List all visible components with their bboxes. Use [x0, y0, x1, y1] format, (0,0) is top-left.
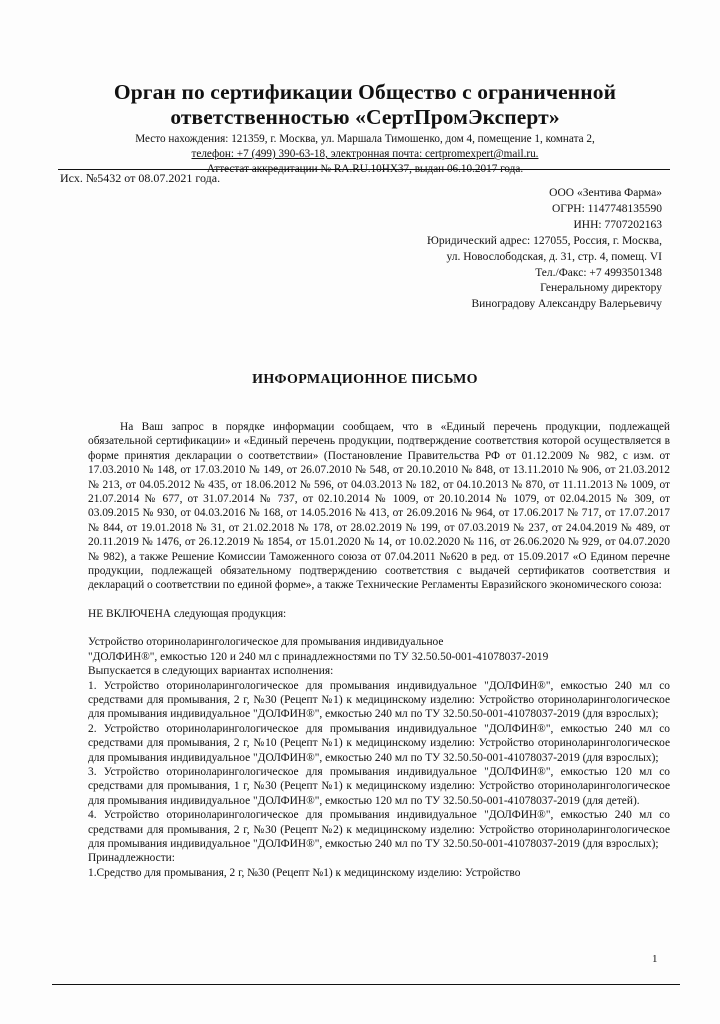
outgoing-reference: Исх. №5432 от 08.07.2021 года. [60, 171, 221, 185]
organization-title-line-1: Орган по сертификации Общество с ограниченной [113, 80, 617, 104]
product-name-line-1: Устройство оториноларингологическое для промывания индивидуальное [88, 636, 444, 649]
intro-paragraph: На Ваш запрос в порядке информации сообщаем, что в «Единый перечень продукции, подлежащей обязательной сертификации» и «Единый перечень продукции, подтверждение соответствия которой осуществляется в форме принятия декларации о соответствии» (Постановление Правительства РФ от 01.12.2009 № 982, с изм. от 17.03.2010 № 148, от 17.03.2010 № 149, от 26.07.2010 № 548, от 20.10.2010 № 848, от 13.11.2010 № 906, от 21.03.2012 № 213, от 04.05.2012 № 435, от 18.06.2012 № 596, от 04.03.2013 № 182, от 04.10.2013 № 870, от 11.11.2013 № 1009, от 21.07.2014 № 677, от 31.07.2014 № 737, от 02.10.2014 № 1009, от 20.10.2014 № 1079, от 02.04.2015 № 309, от 03.09.2015 № 930, от 04.03.2016 № 168, от 14.05.2016 № 413, от 26.09.2016 № 964, от 17.06.2017 № 717, от 17.07.2017 № 844, от 19.01.2018 № 31, от 21.02.2018 № 178, от 28.02.2019 № 199, от 07.03.2019 № 237, от 24.04.2019 № 489, от 20.11.2019 № 1476, от 26.12.2019 № 1854, от 15.01.2020 № 14, от 10.02.2020 № 116, от 26.06.2020 № 929, от 04.07.2020 № 982), а также Решение Комиссии Таможенного союза от 07.04.2011 №620 в ред. от 15.09.2017 «О Едином перечне продукции, подлежащей обязательному подтверждению соответствия с выдачей сертификатов соответствия и деклараций о соответствии по единой форме», а также Технические Регламенты Евразийского экономического союза: [88, 421, 670, 592]
header-divider [58, 169, 670, 170]
letterhead [60, 80, 670, 177]
addressee-ogrn: ОГРН: 1147748135590 [551, 202, 662, 215]
addressee-company: ООО «Зентива Фарма» [549, 187, 662, 199]
letter-body [88, 420, 670, 880]
organization-title-line-2: ответственностью «СертПромЭксперт» [170, 105, 560, 129]
organization-accreditation: Аттестат аккредитации № RA.RU.10НХ37, выдан 06.10.2017 года. [206, 163, 524, 175]
addressee-address-line-2: ул. Новослободская, д. 31, стр. 4, помещ. VI [446, 250, 662, 263]
page-number: 1 [652, 953, 658, 965]
addressee-inn: ИНН: 7707202163 [573, 218, 662, 231]
variant-item: 4. Устройство оториноларингологическое для промывания индивидуальное "ДОЛФИН®", емкостью 240 мл со средствами для промывания, 2 г, №30 (Рецепт №2) к медицинскому изделию: Устройство оториноларингологическое для промывания индивидуальное "ДОЛФИН®", емкостью 240 мл по ТУ 32.50.50-001-41078037-2019 (для взрослых); [88, 809, 670, 850]
organization-location: Место нахождения: 121359, г. Москва, ул. Маршала Тимошенко, дом 4, помещение 1, комната 2, [135, 133, 595, 145]
not-included-statement: НЕ ВКЛЮЧЕНА следующая продукция: [88, 607, 287, 620]
product-name-line-2: "ДОЛФИН®", емкостью 120 и 240 мл с принадлежностями по ТУ 32.50.50-001-41078037-2019 [88, 650, 549, 663]
variant-item: 2. Устройство оториноларингологическое для промывания индивидуальное "ДОЛФИН®", емкостью 240 мл со средствами для промывания, 2 г, №10 (Рецепт №1) к медицинскому изделию: Устройство оториноларингологическое для промывания индивидуальное "ДОЛФИН®", емкостью 240 мл по ТУ 32.50.50-001-41078037-2019 (для взрослых); [88, 722, 670, 764]
accessories-heading: Принадлежности: [88, 852, 175, 865]
organization-contacts: телефон: +7 (499) 390-63-18, электронная почта: certpromexpert@mail.ru. [191, 148, 539, 160]
addressee-block [302, 186, 662, 313]
variant-item: 3. Устройство оториноларингологическое для промывания индивидуальное "ДОЛФИН®", емкостью 120 мл со средствами для промывания, 1 г, №30 (Рецепт №1) к медицинскому изделию: Устройство оториноларингологическое для промывания индивидуальное "ДОЛФИН®", емкостью 120 мл по ТУ 32.50.50-001-41078037-2019 (для детей). [88, 765, 670, 807]
addressee-phone: Тел./Факс: +7 4993501348 [535, 266, 662, 279]
variants-heading: Выпускается в следующих вариантах исполнения: [88, 665, 334, 678]
document-title: ИНФОРМАЦИОННОЕ ПИСЬМО [252, 372, 478, 387]
addressee-address-line-1: Юридический адрес: 127055, Россия, г. Москва, [427, 234, 662, 247]
addressee-name: Виноградову Александру Валерьевичу [471, 298, 662, 311]
page-bottom-edge [52, 984, 680, 985]
addressee-position: Генеральному директору [540, 282, 662, 295]
accessory-item: 1.Средство для промывания, 2 г, №30 (Рецепт №1) к медицинскому изделию: Устройство [88, 866, 521, 879]
variant-item: 1. Устройство оториноларингологическое для промывания индивидуальное "ДОЛФИН®", емкостью 240 мл со средствами для промывания, 2 г, №30 (Рецепт №1) к медицинскому изделию: Устройство оториноларингологическое для промывания индивидуальное "ДОЛФИН®", емкостью 240 мл по ТУ 32.50.50-001-41078037-2019 (для взрослых); [88, 679, 670, 721]
